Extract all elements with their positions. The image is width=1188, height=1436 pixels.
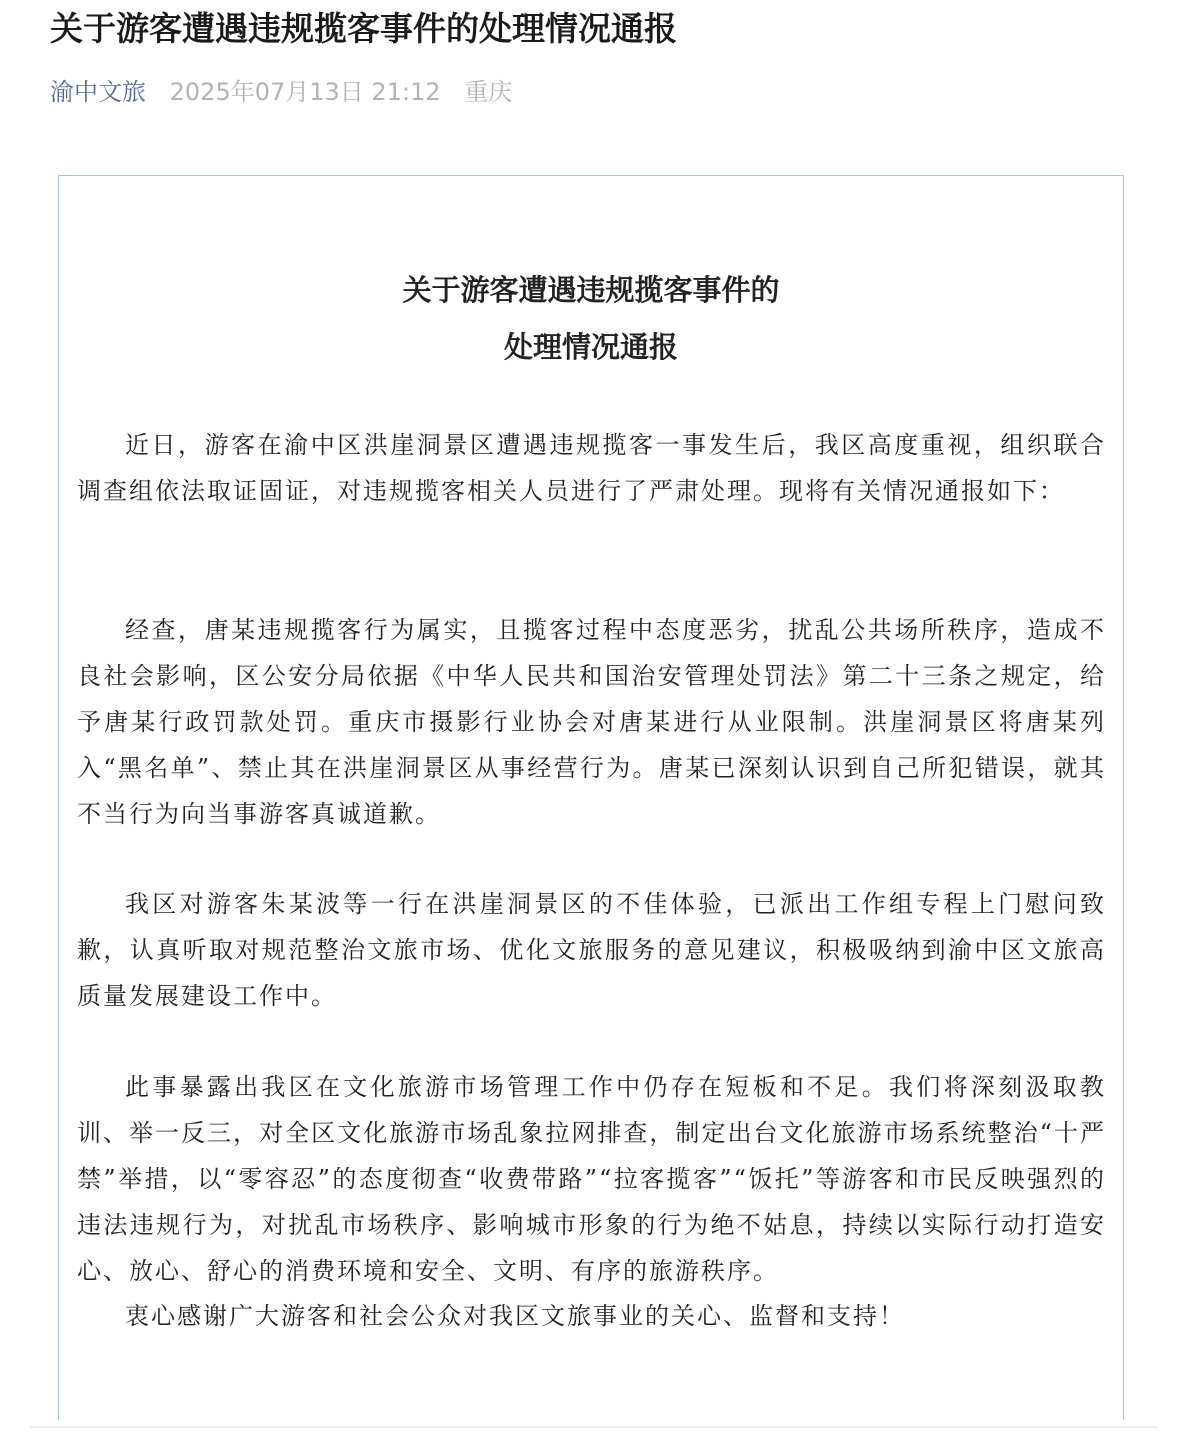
- bottom-divider: [30, 1426, 1158, 1428]
- document-heading-line-2: 处理情况通报: [503, 330, 678, 364]
- paragraph-apology: 我区对游客朱某波等一行在洪崖洞景区的不佳体验，已派出工作组专程上门慰问致歉，认真听取对规范整治文旅市场、优化文旅服务的意见建议，积极吸纳到渝中区文旅高质量发展建设工作中。: [77, 890, 1106, 1010]
- document-heading-line-1: 关于游客遭遇违规揽客事件的: [402, 273, 780, 307]
- publish-location: 重庆: [464, 78, 513, 106]
- account-name-link[interactable]: 渝中文旅: [50, 78, 146, 106]
- article-title: 关于游客遭遇违规揽客事件的处理情况通报: [50, 9, 677, 48]
- paragraph-intro: 近日，游客在渝中区洪崖洞景区遭遇违规揽客一事发生后，我区高度重视，组织联合调查组依法取证固证，对违规揽客相关人员进行了严肃处理。现将有关情况通报如下：: [77, 431, 1106, 505]
- paragraph-rectification: 此事暴露出我区在文化旅游市场管理工作中仍存在短板和不足。我们将深刻汲取教训、举一反三，对全区文化旅游市场乱象拉网排查，制定出台文化旅游市场系统整治“十严禁”举措，以“零容忍”的态度彻查“收费带路”“拉客揽客”“饭托”等游客和市民反映强烈的违法违规行为，对扰乱市场秩序、影响城市形象的行为绝不姑息，持续以实际行动打造安心、放心、舒心的消费环境和安全、文明、有序的旅游秩序。: [77, 1073, 1106, 1285]
- document-frame: [58, 175, 1124, 1420]
- document-heading: [59, 262, 1123, 376]
- paragraph-thanks: 衷心感谢广大游客和社会公众对我区文旅事业的关心、监督和支持！: [125, 1302, 905, 1330]
- publish-datetime: 2025年07月13日 21:12: [169, 78, 441, 106]
- article-meta: [50, 72, 512, 112]
- paragraph-investigation: 经查，唐某违规揽客行为属实，且揽客过程中态度恶劣，扰乱公共场所秩序，造成不良社会影响，区公安分局依据《中华人民共和国治安管理处罚法》第二十三条之规定，给予唐某行政罚款处罚。重庆市摄影行业协会对唐某进行从业限制。洪崖洞景区将唐某列入“黑名单”、禁止其在洪崖洞景区从事经营行为。唐某已深刻认识到自己所犯错误，就其不当行为向当事游客真诚道歉。: [77, 616, 1106, 828]
